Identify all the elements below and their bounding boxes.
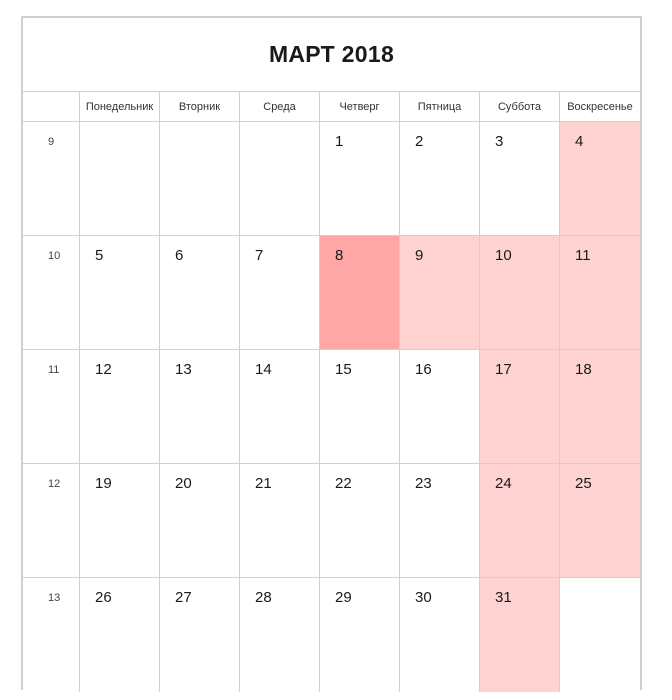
day-cell-weekend: 4 [560, 122, 640, 236]
day-cell: 13 [160, 350, 240, 464]
week-number: 10 [23, 236, 80, 350]
day-cell: 20 [160, 464, 240, 578]
weekday-header: Суббота [480, 92, 560, 122]
day-cell-weekend: 10 [480, 236, 560, 350]
weekday-header: Понедельник [80, 92, 160, 122]
day-cell: 28 [240, 578, 320, 692]
day-cell: 14 [240, 350, 320, 464]
day-cell: 22 [320, 464, 400, 578]
day-cell-holiday: 8 [320, 236, 400, 350]
weekday-header: Вторник [160, 92, 240, 122]
day-cell-weekend: 24 [480, 464, 560, 578]
day-cell: 5 [80, 236, 160, 350]
day-cell: 2 [400, 122, 480, 236]
month-title: МАРТ 2018 [268, 41, 395, 67]
weekday-header: Среда [240, 92, 320, 122]
day-cell: 19 [80, 464, 160, 578]
day-cell: 30 [400, 578, 480, 692]
day-cell: 3 [480, 122, 560, 236]
day-cell-empty [240, 122, 320, 236]
week-number: 9 [23, 122, 80, 236]
weekday-header: Четверг [320, 92, 400, 122]
day-cell: 16 [400, 350, 480, 464]
day-cell-weekend: 9 [400, 236, 480, 350]
day-cell-empty [560, 578, 640, 692]
day-cell: 1 [320, 122, 400, 236]
week-number: 11 [23, 350, 80, 464]
week-number: 12 [23, 464, 80, 578]
day-cell: 12 [80, 350, 160, 464]
weekday-header: Воскресенье [560, 92, 640, 122]
day-cell-empty [160, 122, 240, 236]
day-cell: 6 [160, 236, 240, 350]
day-cell: 27 [160, 578, 240, 692]
weekday-header: Пятница [400, 92, 480, 122]
day-cell-weekend: 25 [560, 464, 640, 578]
week-number: 13 [23, 578, 80, 692]
weeknum-header [23, 92, 80, 122]
day-cell: 29 [320, 578, 400, 692]
day-cell: 23 [400, 464, 480, 578]
day-cell-weekend: 31 [480, 578, 560, 692]
day-cell-weekend: 11 [560, 236, 640, 350]
day-cell-weekend: 17 [480, 350, 560, 464]
day-cell: 26 [80, 578, 160, 692]
day-cell: 15 [320, 350, 400, 464]
day-cell: 21 [240, 464, 320, 578]
day-cell-empty [80, 122, 160, 236]
day-cell: 7 [240, 236, 320, 350]
day-cell-weekend: 18 [560, 350, 640, 464]
title-row [23, 18, 640, 92]
calendar-frame [21, 16, 642, 690]
calendar-grid [23, 92, 640, 692]
